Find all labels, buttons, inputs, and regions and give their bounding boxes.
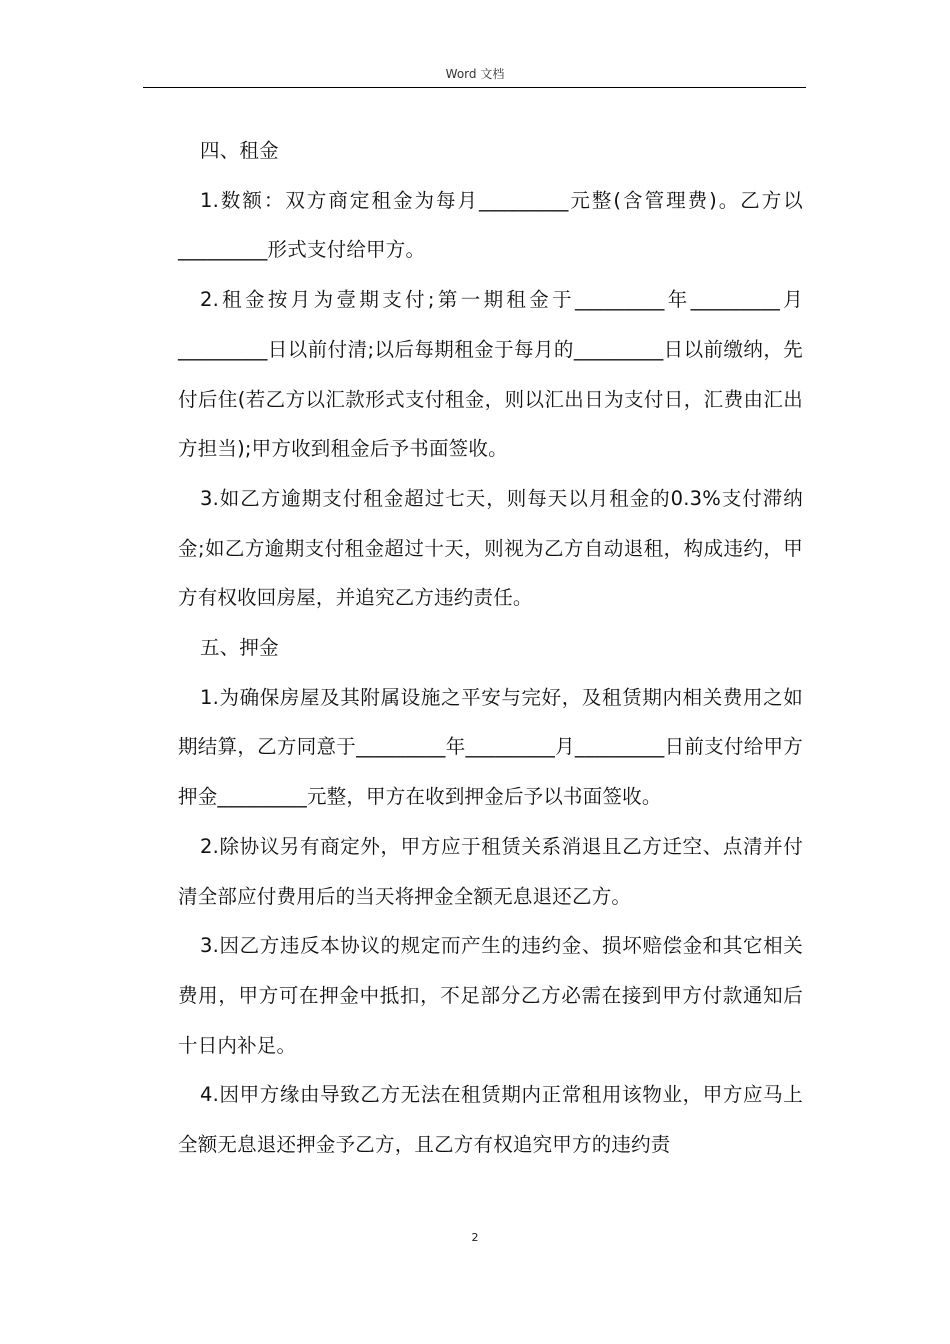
paragraph-rent-late-fee: 3.如乙方逾期支付租金超过七天，则每天以月租金的0.3%支付滞纳金;如乙方逾期支付租金超过十天，则视为乙方自动退租，构成违约，甲方有权收回房屋，并追究乙方违约责任。 [178,486,803,610]
paragraph-rent-payment-schedule: 2.租金按月为壹期支付;第一期租金于_________年_________月_________日以前付清;以后每期租金于每月的_________日以前缴纳，先付后住(若乙方以汇款形式支付租金，则以汇出日为支付日，汇费由汇出方担当);甲方收到租金后予书面签收。 [178,288,803,461]
page-number: 2 [471,1231,479,1244]
section-heading-rent: 四、租金 [200,139,279,162]
document-body [178,126,803,1170]
paragraph-deposit-deduction: 3.因乙方违反本协议的规定而产生的违约金、损坏赔偿金和其它相关费用，甲方可在押金中抵扣，不足部分乙方必需在接到甲方付款通知后十日内补足。 [178,934,803,1057]
paragraph-deposit-landlord-fault: 4.因甲方缘由导致乙方无法在租赁期内正常租用该物业，甲方应马上全额无息退还押金予乙方，且乙方有权追究甲方的违约责 [178,1083,803,1157]
header-rule [143,87,806,88]
paragraph-rent-amount: 1.数额：双方商定租金为每月_________元整(含管理费)。乙方以_________形式支付给甲方。 [178,188,803,262]
paragraph-deposit-payment: 1.为确保房屋及其附属设施之平安与完好，及租赁期内相关费用之如期结算，乙方同意于_________年_________月_________日前支付给甲方押金_________元整，甲方在收到押金后予以书面签收。 [178,685,803,809]
paragraph-deposit-refund: 2.除协议另有商定外，甲方应于租赁关系消退且乙方迁空、点清并付清全部应付费用后的当天将押金全额无息退还乙方。 [178,834,803,908]
section-heading-deposit: 五、押金 [200,636,279,660]
page-header: Word 文档 [445,67,505,81]
